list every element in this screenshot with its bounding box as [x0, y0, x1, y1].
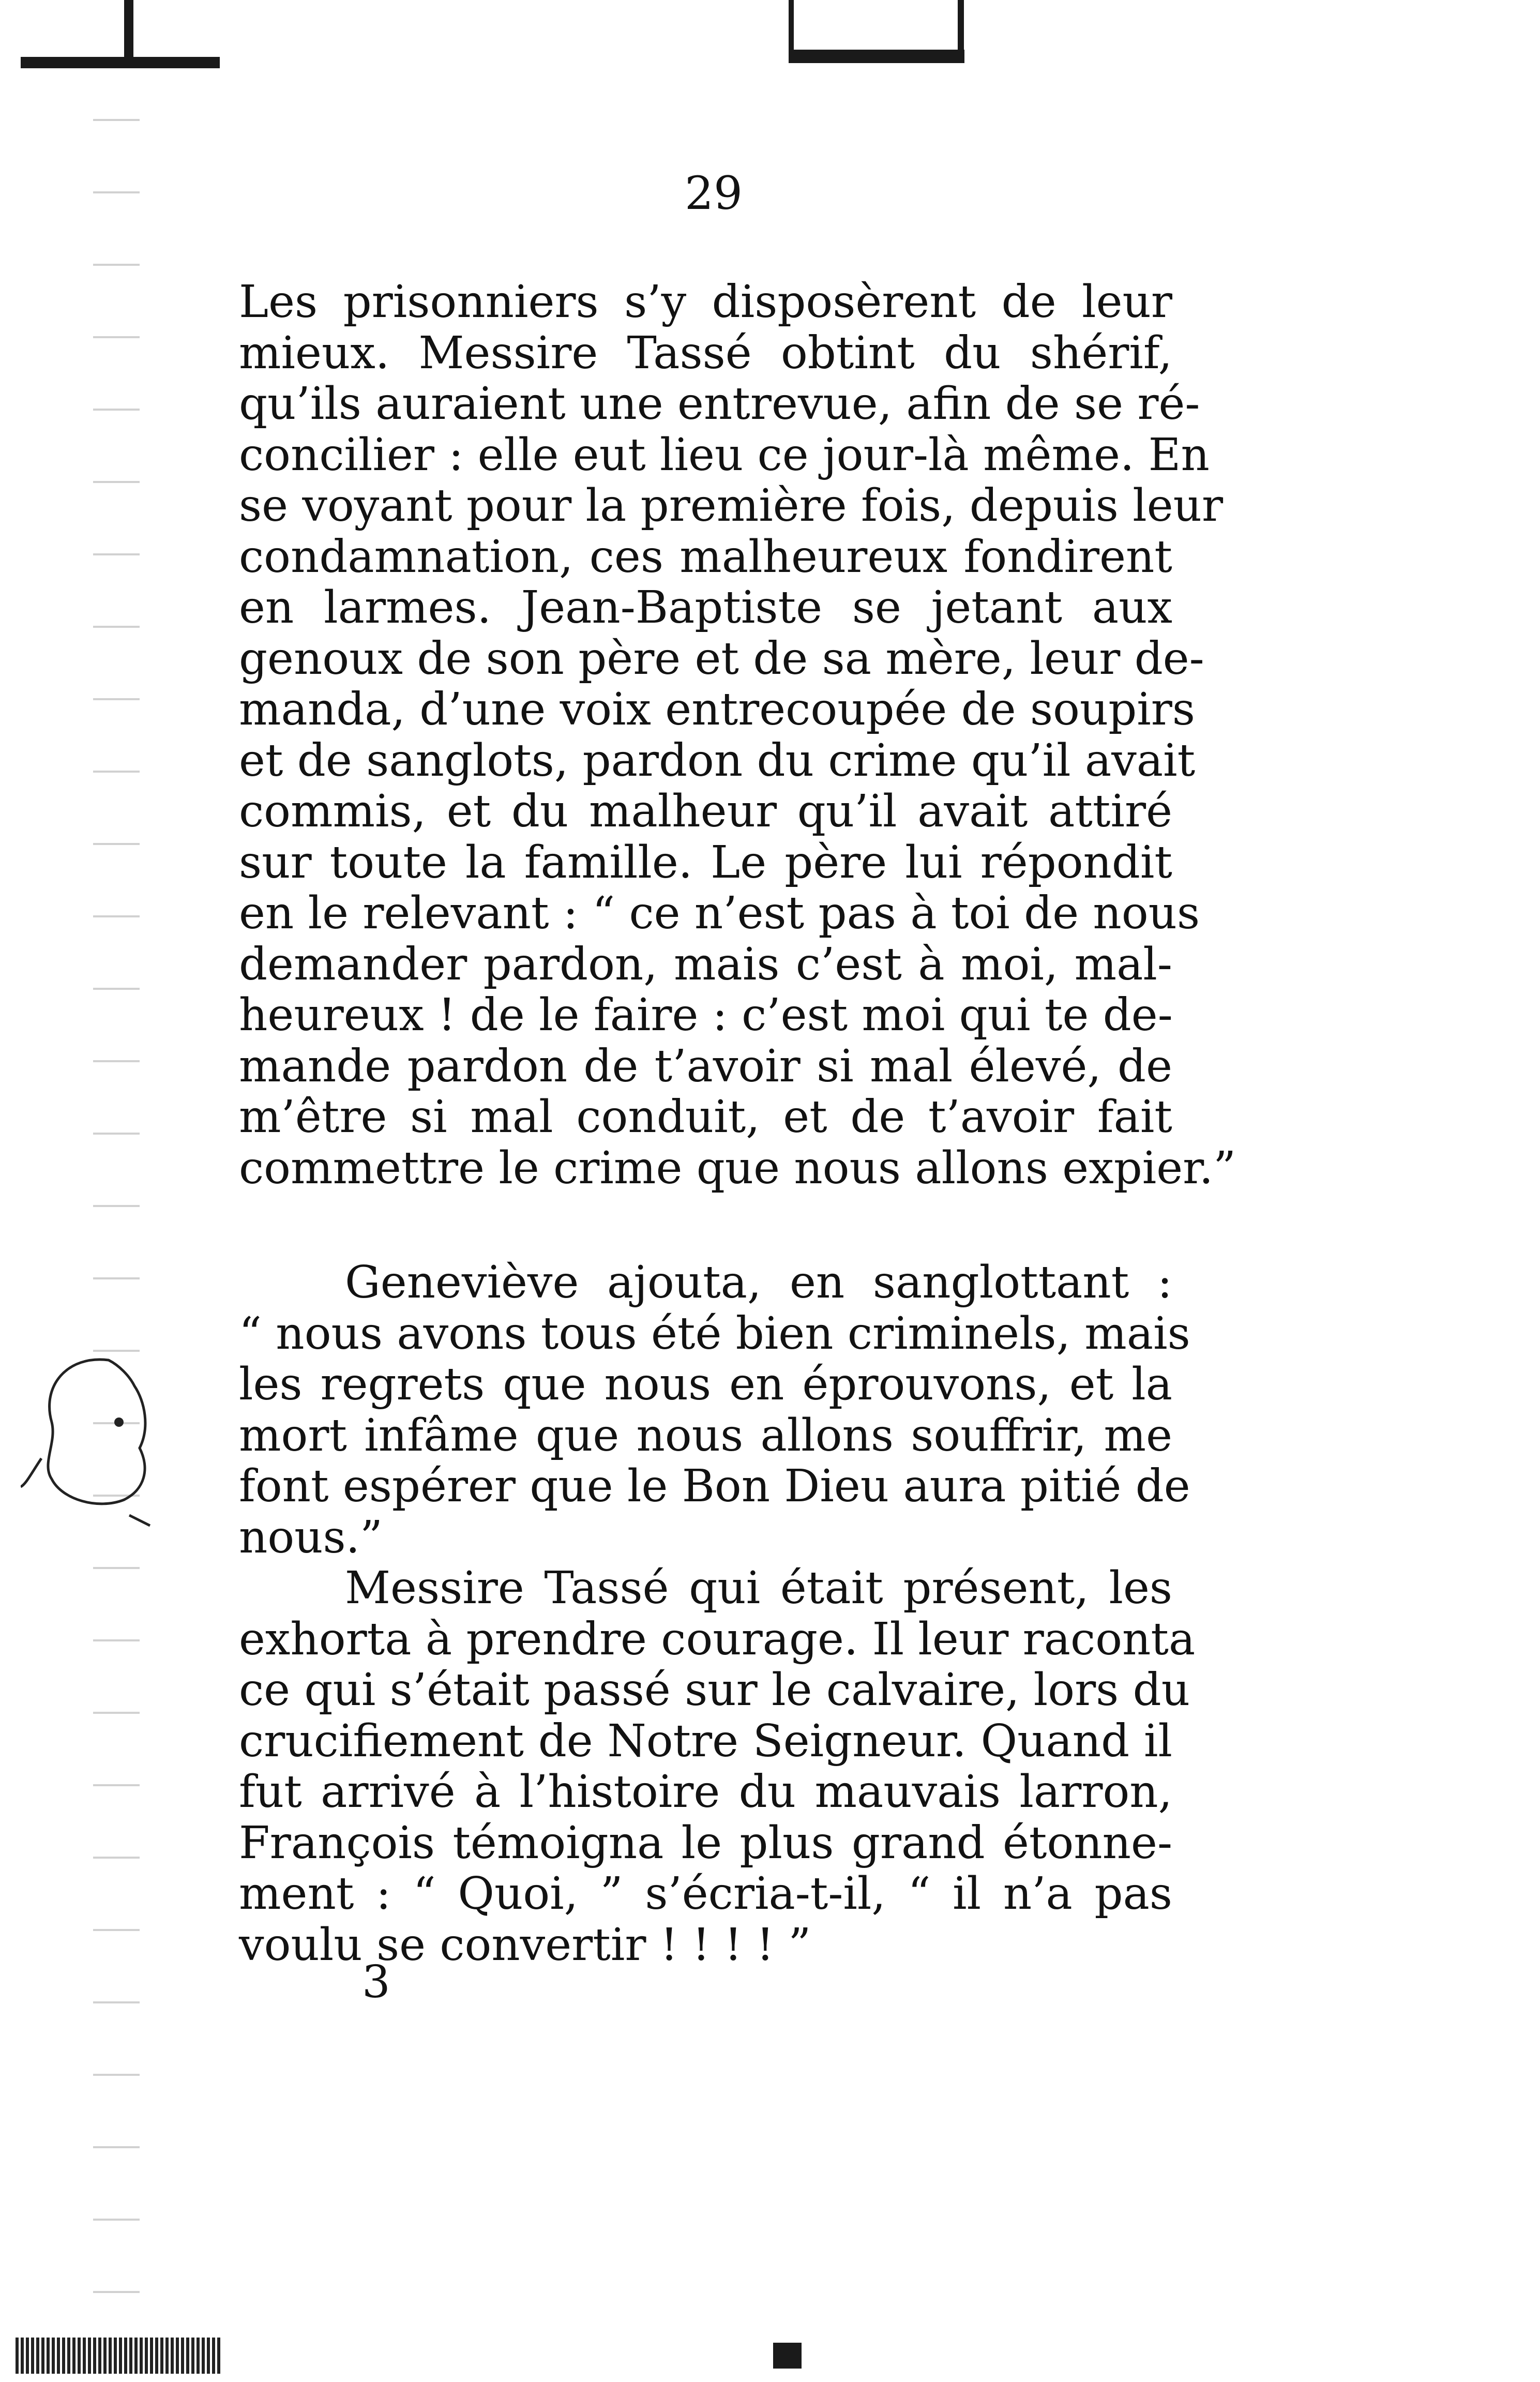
text-line: m’être si mal conduit, et de t’avoir fait [239, 1091, 1172, 1143]
text-line: et de sanglots, pardon du crime qu’il avait [239, 734, 1196, 787]
scan-border-mark [773, 2343, 802, 2369]
text-line: voulu se convertir ! ! ! ! ” [239, 1919, 811, 1971]
text-line: les regrets que nous en éprouvons, et la [239, 1359, 1172, 1410]
text-line: condamnation, ces malheureux fondirent [239, 531, 1172, 583]
signature-mark: 3 [362, 1956, 390, 2008]
text-line: mort infâme que nous allons souffrir, me [239, 1409, 1172, 1461]
page-number: 29 [685, 167, 743, 220]
text-line: sur toute la famille. Le père lui répondit [239, 836, 1172, 888]
margin-doodle-icon [21, 1345, 155, 1541]
text-line: qu’ils auraient une entrevue, afin de se ré- [239, 378, 1200, 430]
text-line: “ nous avons tous été bien criminels, mais [239, 1307, 1190, 1360]
text-line: Messire Tassé qui était présent, les [345, 1562, 1172, 1614]
text-line: mieux. Messire Tassé obtint du shérif, [239, 327, 1172, 379]
text-line: demander pardon, mais c’est à moi, mal- [239, 938, 1172, 990]
scan-border-mark [789, 0, 794, 52]
text-line: manda, d’une voix entrecoupée de soupirs [239, 684, 1196, 735]
text-line: font espérer que le Bon Dieu aura pitié de [239, 1460, 1190, 1512]
text-line: Geneviève ajouta, en sanglottant : [345, 1257, 1172, 1308]
text-line: en le relevant : “ ce n’est pas à toi de nous [239, 887, 1200, 939]
text-line: commettre le crime que nous allons expier.” [239, 1142, 1236, 1194]
scan-border-mark [21, 57, 220, 68]
text-line: concilier : elle eut lieu ce jour-là même. En [239, 429, 1210, 481]
text-line: François témoigna le plus grand étonne- [239, 1817, 1172, 1869]
text-line: heureux ! de le faire : c’est moi qui te de- [239, 989, 1173, 1041]
text-line: crucifiement de Notre Seigneur. Quand il [239, 1715, 1172, 1767]
margin-speckle [93, 88, 140, 2312]
text-line: en larmes. Jean-Baptiste se jetant aux [239, 582, 1172, 634]
scan-border-mark [958, 0, 964, 52]
scan-border-mark [16, 2338, 222, 2374]
text-line: exhorta à prendre courage. Il leur raconta [239, 1613, 1196, 1665]
text-line: ment : “ Quoi, ” s’écria-t-il, “ il n’a pas [239, 1868, 1172, 1920]
text-line: commis, et du malheur qu’il avait attiré [239, 786, 1172, 837]
text-line: mande pardon de t’avoir si mal élevé, de [239, 1040, 1172, 1092]
text-line: genoux de son père et de sa mère, leur de- [239, 632, 1204, 685]
scan-border-mark [124, 0, 133, 59]
text-line: se voyant pour la première fois, depuis leur [239, 480, 1224, 532]
body-text [239, 276, 1236, 1971]
text-line: ce qui s’était passé sur le calvaire, lors du [239, 1664, 1190, 1716]
text-line: fut arrivé à l’histoire du mauvais larron, [239, 1766, 1172, 1818]
scan-border-mark [789, 50, 964, 63]
text-line: Les prisonniers s’y disposèrent de leur [239, 276, 1172, 328]
text-line: nous.” [239, 1511, 383, 1563]
